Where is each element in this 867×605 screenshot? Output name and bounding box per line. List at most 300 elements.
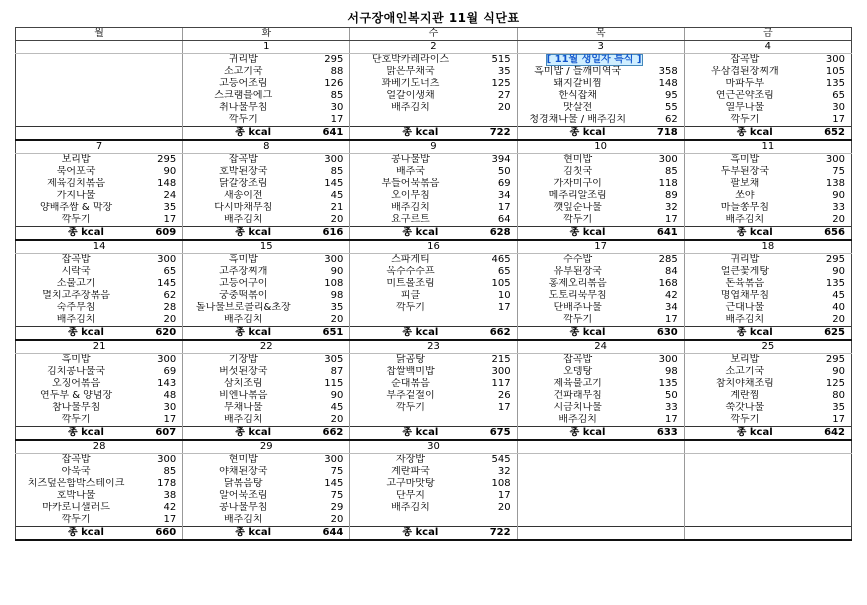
total-kcal xyxy=(350,427,516,439)
menu-item-kcal: 300 xyxy=(825,154,845,165)
menu-cell xyxy=(684,78,851,90)
total-label: 총 kcal xyxy=(68,327,104,338)
total-label: 총 kcal xyxy=(235,427,272,438)
menu-cell xyxy=(350,78,517,90)
menu-cell xyxy=(350,466,517,478)
date-row xyxy=(16,340,852,354)
menu-item xyxy=(685,366,851,378)
menu-item xyxy=(685,102,851,114)
menu-item-name: 깍두기 xyxy=(563,214,593,225)
menu-item-name: 수수밥 xyxy=(563,254,593,265)
menu-item xyxy=(183,66,349,78)
menu-item-row xyxy=(16,54,852,67)
menu-cell xyxy=(16,66,183,78)
menu-cell xyxy=(517,514,684,527)
date-number: 8 xyxy=(183,140,350,154)
menu-cell xyxy=(350,502,517,514)
date-number: 21 xyxy=(16,340,183,354)
menu-cell xyxy=(684,478,851,490)
menu-item xyxy=(16,290,182,302)
menu-item xyxy=(685,414,851,426)
total-row xyxy=(16,227,852,241)
menu-item xyxy=(16,490,182,502)
total-kcal xyxy=(685,227,851,239)
menu-item xyxy=(685,78,851,90)
menu-item-name: 배추김치 xyxy=(558,414,597,425)
menu-item-kcal: 45 xyxy=(330,402,344,413)
date-number: 16 xyxy=(350,240,517,254)
total-value: 662 xyxy=(322,427,344,438)
menu-item-kcal: 545 xyxy=(491,454,511,465)
total-value: 607 xyxy=(155,427,177,438)
total-value: 642 xyxy=(824,427,845,438)
menu-item-kcal: 394 xyxy=(491,154,511,165)
menu-cell xyxy=(183,254,350,267)
total-kcal xyxy=(183,327,349,339)
total-label: 총 kcal xyxy=(235,327,272,338)
menu-cell xyxy=(684,402,851,414)
menu-cell xyxy=(183,166,350,178)
menu-item-row xyxy=(16,202,852,214)
menu-item-name: 깻잎순나물 xyxy=(553,202,602,213)
total-cell xyxy=(350,427,517,441)
total-cell xyxy=(517,127,684,141)
menu-cell xyxy=(684,102,851,114)
date-row xyxy=(16,140,852,154)
menu-item xyxy=(518,66,684,78)
menu-cell xyxy=(350,166,517,178)
menu-item xyxy=(518,202,684,214)
menu-item xyxy=(350,290,516,302)
weekday-header: 월 xyxy=(16,28,183,41)
menu-item-name: 오이무침 xyxy=(391,190,430,201)
menu-item-name: 열무나물 xyxy=(725,102,765,113)
menu-item xyxy=(518,154,684,166)
date-number xyxy=(517,440,684,454)
menu-item xyxy=(518,102,684,114)
total-cell xyxy=(16,427,183,441)
menu-cell xyxy=(183,314,350,327)
menu-item-name: 기장밥 xyxy=(228,354,258,365)
date-number: 30 xyxy=(350,440,517,454)
menu-item xyxy=(183,514,349,526)
menu-cell xyxy=(16,90,183,102)
total-label: 총 kcal xyxy=(569,427,606,438)
total-kcal xyxy=(16,227,182,239)
menu-cell xyxy=(517,290,684,302)
menu-item-name: 잡곡밥 xyxy=(61,254,91,265)
menu-cell xyxy=(183,290,350,302)
weekday-header: 목 xyxy=(517,28,684,41)
menu-cell xyxy=(350,390,517,402)
date-number: 4 xyxy=(684,41,851,54)
menu-item xyxy=(518,114,684,126)
menu-cell xyxy=(16,402,183,414)
menu-item-name: 찹쌀백미밥 xyxy=(386,366,435,377)
menu-item-name: 배추국 xyxy=(395,166,425,177)
menu-item-row xyxy=(16,354,852,367)
menu-item-kcal: 87 xyxy=(330,366,344,377)
total-cell xyxy=(684,227,851,241)
menu-item-row xyxy=(16,290,852,302)
menu-item xyxy=(183,254,349,266)
menu-item xyxy=(183,490,349,502)
menu-item-name: 소고기국 xyxy=(725,366,765,377)
menu-cell xyxy=(16,454,183,467)
menu-item-name: 콩나물밥 xyxy=(391,154,430,165)
total-row xyxy=(16,527,852,541)
menu-cell xyxy=(183,366,350,378)
menu-item xyxy=(685,302,851,314)
menu-cell xyxy=(16,390,183,402)
menu-item-kcal: 98 xyxy=(330,290,344,301)
menu-item-name: 쑥갓나물 xyxy=(725,402,765,413)
menu-item-name: 삼치조림 xyxy=(223,378,263,389)
total-kcal xyxy=(350,227,516,239)
date-number: 11 xyxy=(684,140,851,154)
menu-item xyxy=(518,402,684,414)
menu-item-row xyxy=(16,490,852,502)
menu-cell xyxy=(684,414,851,427)
menu-cell xyxy=(684,214,851,227)
menu-cell xyxy=(350,202,517,214)
total-value: 660 xyxy=(155,527,177,538)
menu-item-name: 가자미구이 xyxy=(553,178,602,189)
total-cell xyxy=(183,327,350,341)
menu-cell xyxy=(350,514,517,527)
menu-cell xyxy=(16,266,183,278)
menu-item xyxy=(183,166,349,178)
total-value: 641 xyxy=(656,227,678,238)
menu-item-row xyxy=(16,302,852,314)
menu-item-kcal: 300 xyxy=(324,154,344,165)
menu-item-kcal: 33 xyxy=(665,402,678,413)
menu-item-name: 아욱국 xyxy=(61,466,91,477)
menu-item-kcal: 20 xyxy=(330,314,344,325)
menu-item-kcal: 90 xyxy=(832,190,845,201)
total-label: 총 kcal xyxy=(235,527,272,538)
date-number xyxy=(684,440,851,454)
menu-item-kcal: 300 xyxy=(491,366,511,377)
menu-cell xyxy=(684,90,851,102)
menu-cell xyxy=(684,302,851,314)
menu-cell xyxy=(350,454,517,467)
menu-cell xyxy=(350,290,517,302)
menu-cell xyxy=(517,254,684,267)
menu-item-name: 치즈덮은함박스테이크 xyxy=(27,478,125,489)
date-number: 7 xyxy=(16,140,183,154)
menu-item xyxy=(183,202,349,214)
menu-item xyxy=(350,454,516,466)
menu-item xyxy=(350,54,516,66)
menu-cell xyxy=(350,366,517,378)
menu-item-kcal: 145 xyxy=(324,178,344,189)
menu-item xyxy=(350,314,516,326)
menu-item-kcal: 300 xyxy=(324,454,344,465)
menu-item xyxy=(518,214,684,226)
menu-item xyxy=(518,190,684,202)
menu-cell xyxy=(517,190,684,202)
menu-item xyxy=(16,166,182,178)
menu-item xyxy=(183,314,349,326)
menu-item-kcal: 85 xyxy=(330,166,344,177)
menu-item-kcal: 17 xyxy=(163,414,177,425)
total-label: 총 kcal xyxy=(235,127,272,138)
total-label: 총 kcal xyxy=(402,527,439,538)
menu-item-kcal: 88 xyxy=(330,66,344,77)
menu-cell xyxy=(350,102,517,114)
menu-item-kcal: 115 xyxy=(324,378,344,389)
menu-item-name: 배추김치 xyxy=(223,314,263,325)
menu-item-kcal: 17 xyxy=(665,214,678,225)
menu-item-kcal: 143 xyxy=(157,378,177,389)
menu-item-name: 마파두부 xyxy=(725,78,765,89)
menu-item-row xyxy=(16,414,852,427)
menu-item xyxy=(183,54,349,66)
total-value: 625 xyxy=(824,327,845,338)
menu-cell xyxy=(684,514,851,527)
menu-item-kcal: 33 xyxy=(832,202,845,213)
menu-item-kcal: 50 xyxy=(497,166,511,177)
date-number: 1 xyxy=(183,41,350,54)
total-value: 656 xyxy=(824,227,845,238)
total-kcal xyxy=(183,127,349,139)
menu-item xyxy=(350,478,516,490)
menu-item-kcal: 85 xyxy=(330,90,344,101)
menu-item-name: 흑미밥 xyxy=(730,154,760,165)
menu-item-name: 양배추쌈 & 막장 xyxy=(40,202,113,213)
total-value: 718 xyxy=(656,127,678,138)
menu-item-name: 현미밥 xyxy=(228,454,258,465)
menu-item xyxy=(183,278,349,290)
menu-item-kcal: 300 xyxy=(658,154,678,165)
menu-cell xyxy=(183,266,350,278)
menu-cell xyxy=(16,366,183,378)
menu-item-row xyxy=(16,114,852,127)
menu-item-kcal: 305 xyxy=(324,354,344,365)
date-number: 18 xyxy=(684,240,851,254)
total-row xyxy=(16,327,852,341)
menu-cell xyxy=(684,202,851,214)
total-label: 총 kcal xyxy=(402,327,439,338)
menu-item-kcal: 65 xyxy=(497,266,511,277)
menu-item-name: 고등어조림 xyxy=(219,78,268,89)
total-value: 616 xyxy=(322,227,344,238)
menu-item xyxy=(183,414,349,426)
date-number: 14 xyxy=(16,240,183,254)
menu-cell xyxy=(684,154,851,167)
total-value: 722 xyxy=(489,527,511,538)
menu-item-name: 취나물무침 xyxy=(219,102,268,113)
menu-cell xyxy=(517,402,684,414)
menu-cell xyxy=(517,54,684,67)
total-cell xyxy=(517,227,684,241)
menu-item xyxy=(518,90,684,102)
menu-item-kcal: 295 xyxy=(825,354,845,365)
menu-item-name: 깍두기 xyxy=(730,414,760,425)
menu-item xyxy=(16,154,182,166)
menu-item-name: 멸치고추장볶음 xyxy=(42,290,110,301)
total-kcal xyxy=(183,527,349,539)
menu-item-name: 야채된장국 xyxy=(219,466,268,477)
menu-item-name: 쏘야 xyxy=(735,190,755,201)
menu-cell xyxy=(684,466,851,478)
menu-item-row xyxy=(16,154,852,167)
menu-item-name: 마카로니샐러드 xyxy=(42,502,110,513)
menu-item-kcal: 178 xyxy=(157,478,177,489)
total-value: 662 xyxy=(489,327,511,338)
menu-item xyxy=(183,290,349,302)
menu-item-name: 계란파국 xyxy=(391,466,430,477)
menu-item xyxy=(518,366,684,378)
menu-item-name: 버섯된장국 xyxy=(219,366,268,377)
menu-item-kcal: 300 xyxy=(825,54,845,65)
menu-cell xyxy=(183,78,350,90)
menu-item xyxy=(16,466,182,478)
menu-cell xyxy=(350,378,517,390)
menu-item-row xyxy=(16,466,852,478)
total-cell xyxy=(16,327,183,341)
menu-cell xyxy=(16,178,183,190)
menu-item-kcal: 17 xyxy=(497,490,511,501)
menu-item-kcal: 62 xyxy=(665,114,678,125)
menu-cell xyxy=(183,378,350,390)
menu-item-kcal: 17 xyxy=(832,114,845,125)
menu-cell xyxy=(183,402,350,414)
menu-item-row xyxy=(16,214,852,227)
menu-item-name: 콩나물무침 xyxy=(219,502,268,513)
total-cell xyxy=(350,227,517,241)
menu-item-kcal: 40 xyxy=(832,302,845,313)
menu-cell xyxy=(350,314,517,327)
menu-cell xyxy=(350,266,517,278)
menu-item xyxy=(350,414,516,426)
menu-cell xyxy=(517,390,684,402)
total-cell xyxy=(350,527,517,541)
menu-item xyxy=(518,378,684,390)
menu-item xyxy=(350,354,516,366)
date-number: 23 xyxy=(350,340,517,354)
menu-cell xyxy=(183,190,350,202)
menu-item-row xyxy=(16,266,852,278)
menu-cell xyxy=(517,314,684,327)
menu-item-name: 고구마맛탕 xyxy=(386,478,435,489)
menu-item xyxy=(685,390,851,402)
menu-item-name: 팔보채 xyxy=(730,178,760,189)
menu-item-kcal: 125 xyxy=(491,78,511,89)
menu-item-row xyxy=(16,102,852,114)
menu-item-kcal: 35 xyxy=(832,402,845,413)
menu-item-name: 북어포국 xyxy=(56,166,96,177)
menu-item xyxy=(183,454,349,466)
total-kcal xyxy=(350,327,516,339)
menu-item-row xyxy=(16,78,852,90)
total-label: 총 kcal xyxy=(569,227,606,238)
menu-item-name: 우삼겹된장찌개 xyxy=(711,66,779,77)
menu-cell xyxy=(350,190,517,202)
menu-item-name: 요구르트 xyxy=(391,214,430,225)
menu-cell xyxy=(350,54,517,67)
menu-cell xyxy=(183,102,350,114)
total-kcal xyxy=(518,127,684,139)
total-cell xyxy=(517,427,684,441)
menu-item xyxy=(685,166,851,178)
menu-item-name: 순대볶음 xyxy=(391,378,430,389)
menu-item xyxy=(183,178,349,190)
menu-item-name: 새송이전 xyxy=(223,190,263,201)
menu-cell xyxy=(350,302,517,314)
total-kcal xyxy=(183,227,349,239)
menu-cell xyxy=(183,114,350,127)
total-cell xyxy=(183,427,350,441)
weekday-header-row xyxy=(16,28,852,41)
menu-item xyxy=(183,102,349,114)
menu-cell xyxy=(16,278,183,290)
date-number: 24 xyxy=(517,340,684,354)
menu-cell xyxy=(16,190,183,202)
menu-item-name: 제육김치볶음 xyxy=(47,178,106,189)
menu-item-kcal: 95 xyxy=(665,90,678,101)
menu-cell xyxy=(16,166,183,178)
menu-cell xyxy=(16,514,183,527)
total-kcal xyxy=(685,127,851,139)
total-value: 722 xyxy=(489,127,511,138)
total-value: 628 xyxy=(489,227,511,238)
menu-item-kcal: 34 xyxy=(665,302,678,313)
menu-item-row xyxy=(16,454,852,467)
menu-item xyxy=(16,502,182,514)
menu-item-kcal: 117 xyxy=(491,378,511,389)
menu-item xyxy=(16,214,182,226)
menu-cell xyxy=(517,66,684,78)
menu-item xyxy=(350,114,516,126)
menu-item xyxy=(518,266,684,278)
menu-cell xyxy=(183,466,350,478)
total-label: 총 kcal xyxy=(402,127,439,138)
menu-item-name: 배추김치 xyxy=(391,102,430,113)
menu-item-kcal: 295 xyxy=(324,54,344,65)
menu-item xyxy=(518,290,684,302)
menu-item-name: 미트볼조림 xyxy=(386,278,435,289)
menu-item xyxy=(350,166,516,178)
menu-item-row xyxy=(16,254,852,267)
menu-item-name: 한식잡채 xyxy=(558,90,597,101)
menu-item xyxy=(685,290,851,302)
menu-item-kcal: 17 xyxy=(497,202,511,213)
menu-item xyxy=(183,154,349,166)
menu-item xyxy=(16,366,182,378)
menu-item-name: 스크램블에그 xyxy=(214,90,273,101)
menu-item-name: 무채나물 xyxy=(223,402,263,413)
menu-item-kcal: 126 xyxy=(324,78,344,89)
total-label: 총 kcal xyxy=(736,327,773,338)
menu-item xyxy=(518,254,684,266)
menu-item-kcal: 20 xyxy=(832,314,845,325)
total-kcal xyxy=(16,527,182,539)
menu-item-name: 현미밥 xyxy=(563,154,593,165)
menu-item xyxy=(685,354,851,366)
menu-cell xyxy=(517,366,684,378)
menu-cell xyxy=(684,490,851,502)
menu-item-kcal: 48 xyxy=(163,390,177,401)
menu-item-name: 유부된장국 xyxy=(553,266,602,277)
menu-item-kcal: 20 xyxy=(330,514,344,525)
menu-item-name: 김칫국 xyxy=(563,166,593,177)
menu-item-name: 도토리묵무침 xyxy=(548,290,607,301)
menu-item xyxy=(518,78,684,90)
menu-item-name: 보리밥 xyxy=(730,354,760,365)
menu-item-kcal: 145 xyxy=(157,278,177,289)
